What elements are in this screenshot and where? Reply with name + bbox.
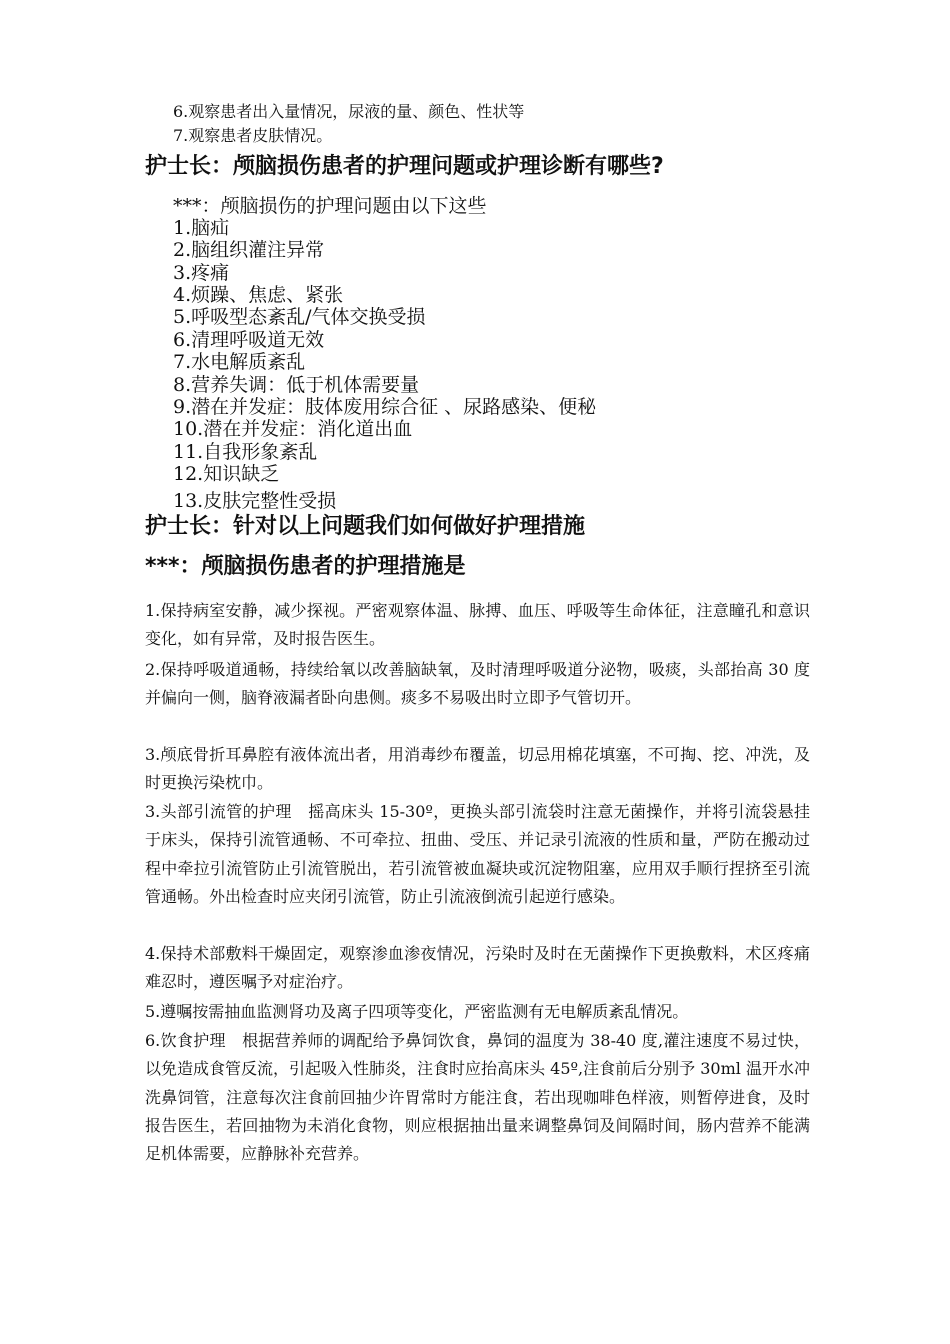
diagnosis-item: 7.水电解质紊乱	[173, 351, 306, 373]
section-heading-diagnoses: 护士长：颅脑损伤患者的护理问题或护理诊断有哪些?	[145, 154, 664, 179]
measure-paragraph: 6.饮食护理 根据营养师的调配给予鼻饲饮食，鼻饲的温度为 38-40 度,灌注速度不易过快，以免造成食管反流，引起吸入性肺炎，注食时应抬高床头 45º,注食前后分别予 30ml 温开水冲洗鼻饲管，注意每次注食前回抽少许胃常时方能注食，若出现咖啡色样液，则暂停进食，及时报告医生，若回抽物为未消化食物，则应根据抽出量来调整鼻饲及间隔时间，肠内营养不能满足机体需要，应静脉补充营养。	[145, 1031, 810, 1164]
diagnosis-item: 8.营养失调：低于机体需要量	[173, 374, 420, 396]
measure-paragraph: 4.保持术部敷料干燥固定，观察渗血渗夜情况，污染时及时在无菌操作下更换敷料，术区疼痛难忍时，遵医嘱予对症治疗。	[145, 944, 810, 992]
diagnosis-item: 10.潜在并发症：消化道出血	[173, 418, 413, 440]
diagnosis-item: 1.脑疝	[173, 217, 230, 239]
measure-paragraph: 1.保持病室安静，减少探视。严密观察体温、脉搏、血压、呼吸等生命体征，注意瞳孔和意识变化，如有异常，及时报告医生。	[145, 601, 810, 649]
diagnosis-item: 3.疼痛	[173, 262, 230, 284]
section-heading-measures: ***：颅脑损伤患者的护理措施是	[145, 554, 466, 579]
diagnosis-item: 4.烦躁、焦虑、紧张	[173, 284, 344, 306]
section-heading-measures-question: 护士长：针对以上问题我们如何做好护理措施	[145, 514, 586, 539]
measure-paragraph: 3.头部引流管的护理 摇高床头 15-30º，更换头部引流袋时注意无菌操作，并将引流袋悬挂于床头，保持引流管通畅、不可牵拉、扭曲、受压、并记录引流液的性质和量，严防在搬动过程中牵拉引流管防止引流管脱出，若引流管被血凝块或沉淀物阻塞，应用双手顺行捏挤至引流管通畅。外出检查时应夹闭引流管，防止引流液倒流引起逆行感染。	[145, 802, 810, 906]
diagnosis-item: 11.自我形象紊乱	[173, 441, 318, 463]
intro-line-1: 6.观察患者出入量情况，尿液的量、颜色、性状等	[173, 102, 525, 121]
intro-line-2: 7.观察患者皮肤情况。	[173, 126, 333, 145]
diagnosis-item: 12.知识缺乏	[173, 463, 280, 485]
diagnosis-item: 9.潜在并发症：肢体废用综合征 、尿路感染、便秘	[173, 396, 597, 418]
measure-paragraph: 3.颅底骨折耳鼻腔有液体流出者，用消毒纱布覆盖，切忌用棉花填塞，不可掏、挖、冲洗，及时更换污染枕巾。	[145, 745, 810, 793]
diagnosis-item: 5.呼吸型态紊乱/气体交换受损	[173, 306, 426, 328]
diagnosis-intro: ***：颅脑损伤的护理问题由以下这些	[173, 195, 487, 217]
diagnosis-item: 13.皮肤完整性受损	[173, 490, 337, 512]
measure-paragraph: 2.保持呼吸道通畅，持续给氧以改善脑缺氧，及时清理呼吸道分泌物，吸痰，头部抬高 30 度并偏向一侧，脑脊液漏者卧向患侧。痰多不易吸出时立即予气管切开。	[145, 660, 810, 708]
measure-paragraph: 5.遵嘱按需抽血监测肾功及离子四项等变化，严密监测有无电解质紊乱情况。	[145, 1002, 689, 1021]
diagnosis-item: 2.脑组织灌注异常	[173, 239, 325, 261]
diagnosis-item: 6.清理呼吸道无效	[173, 329, 325, 351]
